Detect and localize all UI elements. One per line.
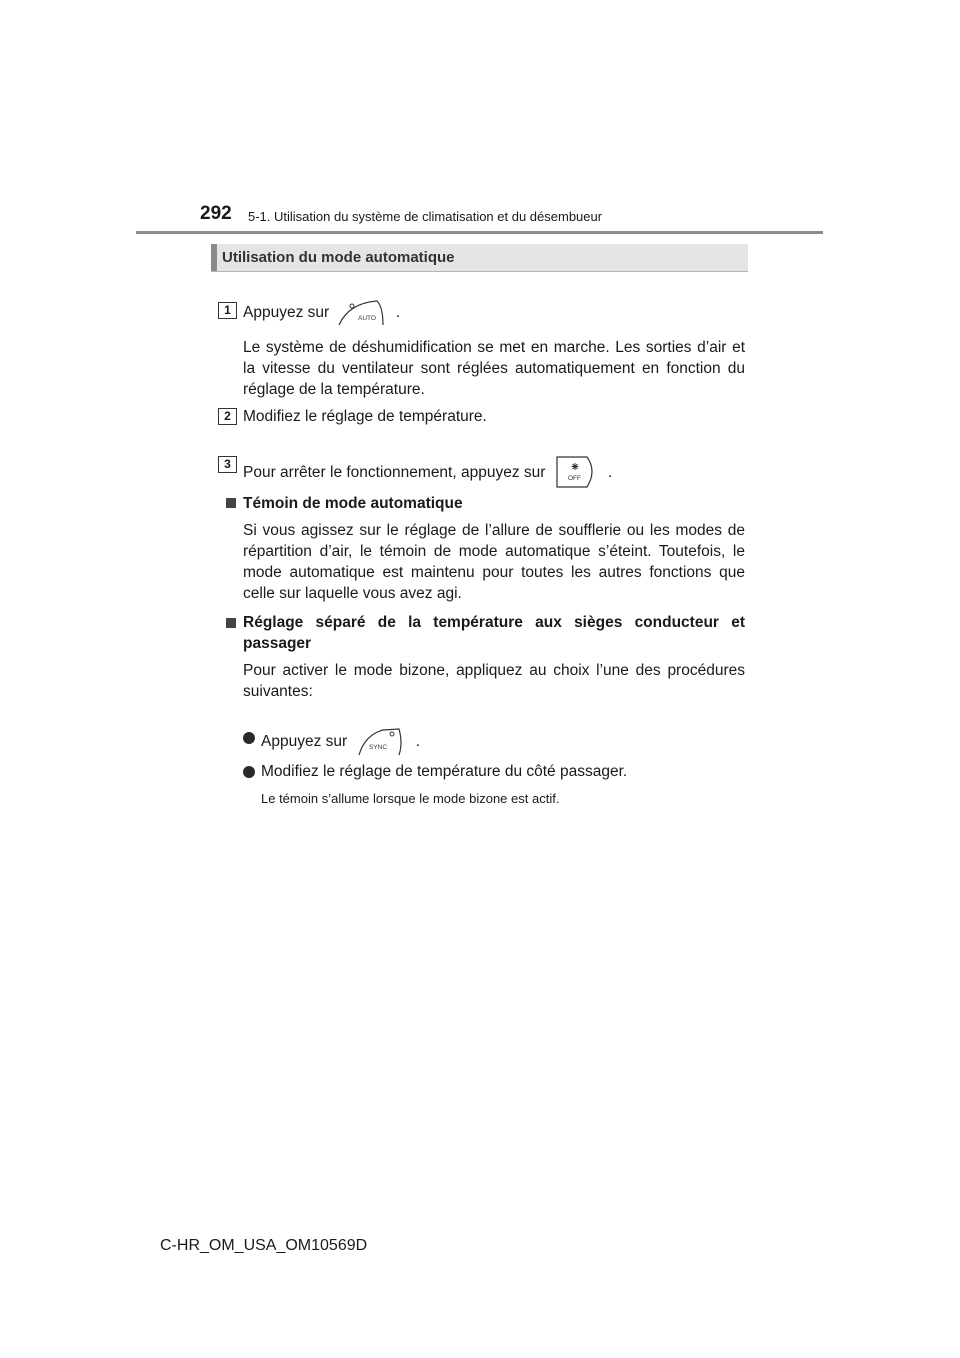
bullet-1-period: . bbox=[415, 733, 421, 750]
bullet-2-text: Modifiez le réglage de température du côté passager. bbox=[261, 763, 628, 780]
step-number-1: 1 bbox=[218, 302, 237, 319]
step-number-2: 2 bbox=[218, 408, 237, 425]
document-code: C-HR_OM_USA_OM10569D bbox=[160, 1237, 368, 1254]
auto-button-icon bbox=[337, 299, 387, 327]
page-number: 292 bbox=[200, 203, 232, 224]
subheading-underline bbox=[211, 271, 748, 272]
step-3-period: . bbox=[608, 464, 613, 481]
sync-button-label: SYNC bbox=[369, 744, 388, 751]
info-title-dual-zone: Réglage séparé de la température aux sièges conducteur et passager bbox=[243, 614, 745, 652]
info-body-auto-indicator: Si vous agissez sur le réglage de l’allure de soufflerie ou les modes de répartition d’air, le témoin de mode automatique s’éteint. Toutefois, le mode automatique est maintenu pour toutes les autres fonctions que celle sur laquelle vous avez agi. bbox=[243, 522, 745, 602]
bullet-dot bbox=[243, 766, 255, 778]
info-title-auto-indicator: Témoin de mode automatique bbox=[243, 495, 463, 512]
info-body-dual-zone: Pour activer le mode bizone, appliquez au choix l’une des procédures suivantes: bbox=[243, 662, 745, 700]
step-1-line bbox=[243, 299, 400, 327]
off-button-label: OFF bbox=[567, 475, 581, 482]
auto-button-label: AUTO bbox=[358, 315, 377, 322]
info-square-bullet bbox=[226, 498, 236, 508]
sync-button-icon bbox=[355, 727, 407, 757]
step-3-text: Pour arrêter le fonctionnement, appuyez sur bbox=[243, 464, 546, 481]
step-1-text: Appuyez sur bbox=[243, 304, 330, 321]
step-2-text: Modifiez le réglage de température. bbox=[243, 408, 487, 425]
off-button-icon bbox=[553, 455, 601, 489]
header-divider bbox=[136, 231, 823, 234]
bullet-1-line bbox=[261, 727, 420, 757]
bullet-1-text: Appuyez sur bbox=[261, 733, 348, 750]
dual-zone-note: Le témoin s’allume lorsque le mode bizone est actif. bbox=[261, 791, 560, 806]
subheading-title: Utilisation du mode automatique bbox=[222, 249, 455, 266]
info-square-bullet bbox=[226, 618, 236, 628]
step-3-line bbox=[243, 455, 612, 489]
step-number-3: 3 bbox=[218, 456, 237, 473]
section-title: 5-1. Utilisation du système de climatisation et du désembueur bbox=[248, 209, 603, 224]
step-1-note: Le système de déshumidification se met en marche. Les sorties d’air et la vitesse du ventilateur sont réglées automatiquement en fonction du réglage de la température. bbox=[243, 339, 745, 398]
step-1-period: . bbox=[395, 304, 401, 321]
bullet-dot bbox=[243, 732, 255, 744]
